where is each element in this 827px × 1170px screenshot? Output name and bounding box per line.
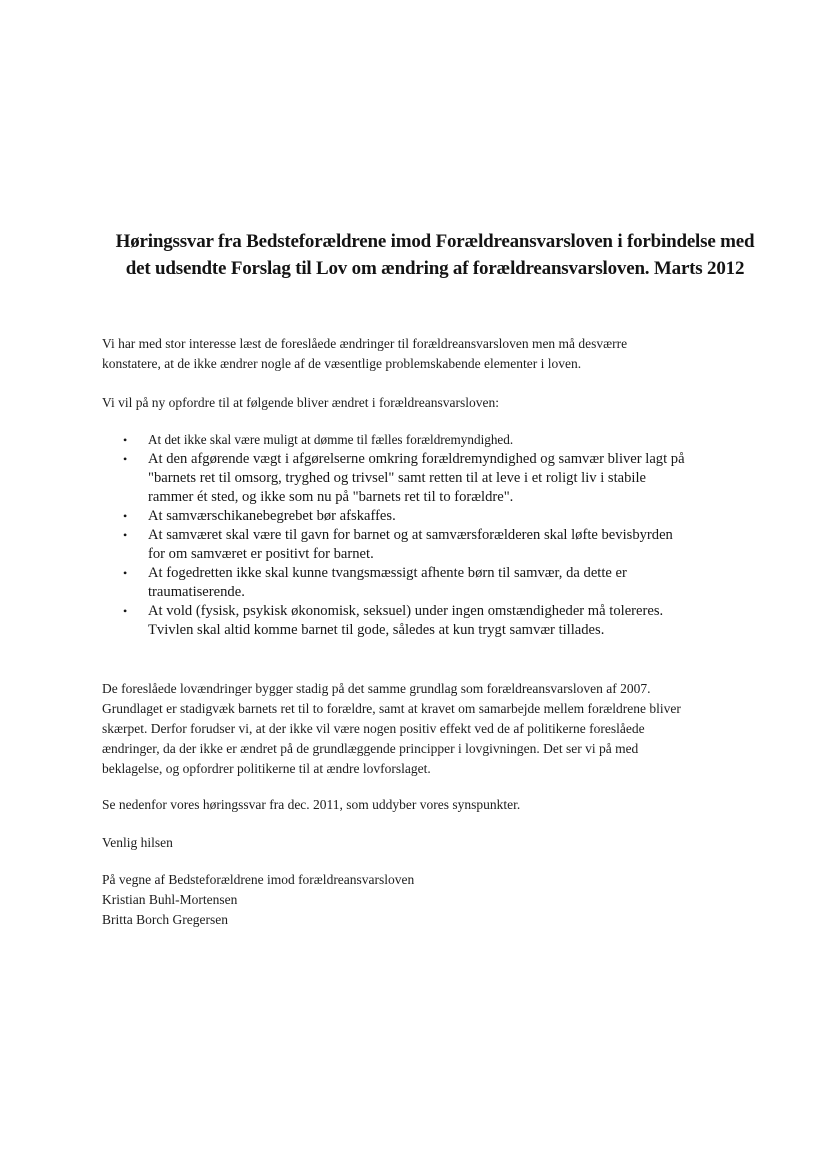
conclusion-line-2: Grundlaget er stadigvæk barnets ret til to forældre, samt at kravet om samarbejde mellem forældrene bliver (102, 701, 681, 716)
signature-name-2: Britta Borch Gregersen (102, 912, 228, 927)
list-item-line: "barnets ret til omsorg, tryghed og trivsel" samt retten til at leve i et roligt liv i stabile (148, 470, 646, 486)
greeting: Venlig hilsen (102, 835, 173, 850)
list-item-line: traumatiserende. (148, 584, 245, 600)
list-item-line: At samværschikanebegrebet bør afskaffes. (148, 508, 396, 524)
bullet-dot-icon: • (123, 604, 128, 618)
conclusion-line-1: De foreslåede lovændringer bygger stadig på det samme grundlag som forældreansvarsloven af 2007. (102, 681, 651, 696)
list-item-text (148, 602, 782, 640)
conclusion-line-4: ændringer, da der ikke er ændret på de grundlæggende principper i lovgivningen. Det ser vi på med (102, 741, 639, 756)
list-item-text (148, 507, 782, 526)
title-line-1: Høringssvar fra Bedsteforældrene imod Forældreansvarsloven i forbindelse med (115, 231, 755, 252)
list-item (122, 602, 782, 640)
list-item-text (148, 526, 782, 564)
intro-paragraph (102, 334, 627, 374)
bullet-dot-icon: • (123, 433, 128, 447)
list-item (122, 526, 782, 564)
title-line-2: det udsendte Forslag til Lov om ændring af forældreansvarsloven. Marts 2012 (125, 258, 745, 279)
signature-block (102, 870, 414, 930)
list-item-line: At vold (fysisk, psykisk økonomisk, seksuel) under ingen omstændigheder må tolereres. (148, 603, 664, 619)
signature-name-1: Kristian Buhl-Mortensen (102, 892, 238, 907)
conclusion-line-3: skærpet. Derfor forudser vi, at der ikke vil være nogen positiv effekt ved de af politikerne foreslåede (102, 721, 645, 736)
signature-on-behalf: På vegne af Bedsteforældrene imod forældreansvarsloven (102, 872, 415, 887)
list-item-line: Tvivlen skal altid komme barnet til gode, således at kun trygt samvær tillades. (148, 622, 605, 638)
bullet-dot-icon: • (123, 452, 128, 466)
conclusion-line-5: beklagelse, og opfordrer politikerne til at ændre lovforslaget. (102, 761, 431, 776)
list-item (122, 507, 782, 526)
intro-line-1: Vi har med stor interesse læst de foreslåede ændringer til forældreansvarsloven men må desværre (102, 336, 628, 351)
bullet-dot-icon: • (123, 509, 128, 523)
list-item (122, 450, 782, 507)
list-item-text (148, 564, 782, 602)
list-item-line: At samværet skal være til gavn for barnet og at samværsforælderen skal løfte bevisbyrden (148, 527, 673, 543)
reference-paragraph: Se nedenfor vores høringssvar fra dec. 2011, som uddyber vores synspunkter. (102, 797, 521, 812)
list-item-line: At den afgørende vægt i afgørelserne omkring forældremyndighed og samvær bliver lagt på (148, 451, 685, 467)
intro-line-2: konstatere, at de ikke ændrer nogle af de væsentlige problemskabende elementer i loven. (102, 356, 582, 371)
list-item-line: for om samværet er positivt for barnet. (148, 546, 374, 562)
conclusion-paragraph (102, 679, 681, 779)
list-item-line: rammer ét sted, og ikke som nu på "barnets ret til to forældre". (148, 489, 514, 505)
list-item-text (148, 450, 782, 507)
bullet-dot-icon: • (123, 528, 128, 542)
list-item (122, 430, 782, 450)
list-item-line: At fogedretten ikke skal kunne tvangsmæssigt afhente børn til samvær, da dette er (148, 565, 627, 581)
demands-list (122, 430, 782, 640)
bullet-dot-icon: • (123, 566, 128, 580)
document-title (100, 228, 770, 282)
list-item-text (148, 430, 782, 450)
list-item-line: At det ikke skal være muligt at dømme til fælles forældremyndighed. (148, 432, 514, 447)
list-item (122, 564, 782, 602)
request-paragraph: Vi vil på ny opfordre til at følgende bliver ændret i forældreansvarsloven: (102, 395, 499, 410)
